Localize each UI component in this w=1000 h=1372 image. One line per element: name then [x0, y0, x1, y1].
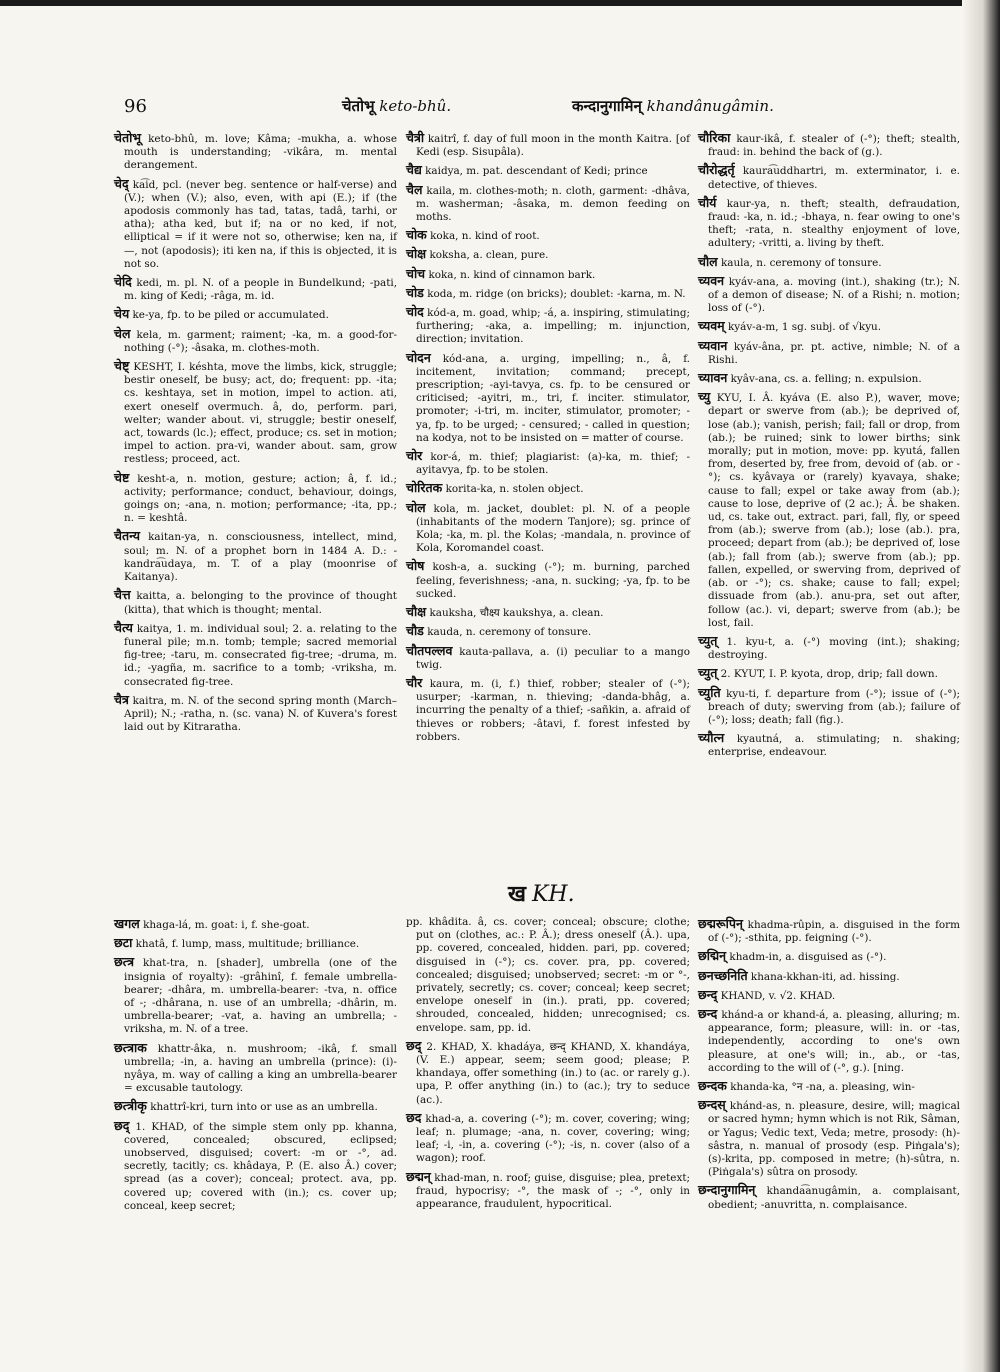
headword-devanagari: चोक्ष — [406, 246, 427, 262]
headword-devanagari: चैत्र — [114, 691, 129, 707]
entry-text: kaitta, a. belonging to the province of thought (kitta), that which is thought; mental. — [124, 590, 397, 616]
dictionary-entry — [698, 948, 960, 964]
entry-text: koka, n. kind of cinnamon bark. — [428, 268, 596, 281]
entry-text: kaila, m. clothes-moth; n. cloth, garment: -dhâva, m. washerman; -âsaka, m. demon feeding on moths. — [416, 184, 690, 224]
headword-devanagari: छटा — [114, 935, 133, 951]
dictionary-entry — [114, 1040, 397, 1096]
dictionary-entry — [114, 620, 397, 689]
entry-text: kaula, n. ceremony of tonsure. — [720, 256, 882, 269]
headword-devanagari: चैत्त — [114, 587, 131, 603]
headword-devanagari: च्यावन — [698, 370, 728, 386]
headword-devanagari: चेय — [114, 306, 130, 322]
entry-text: ka͡id, pcl. (never beg. sentence or half-verse) and (V.); when (V.); also, even, with api (E.); if (the apodosis commonly has tad, tatas, tadâ, tarhi, or atha); atha ked, but if; na or no ked, if not, elliptical = if it were not so, otherwise; ken na, if —, not (apodosis); iti ken na, if this is objected, it is not so. — [124, 178, 397, 270]
dictionary-entry — [698, 318, 960, 334]
entry-text: kyâv-ana, cs. a. felling; n. expulsion. — [730, 373, 922, 386]
dictionary-entry — [698, 730, 960, 759]
entry-text: keto-bhû, m. love; Kâma; -mukha, a. whose mouth is understanding; -vikâra, m. mental derangement. — [124, 133, 397, 172]
scan-right-edge — [962, 0, 1000, 1372]
entry-text: khad-man, n. roof; guise, disguise; plea, pretext; fraud, hypocrisy; -°, the mask of -; -°, only in appearance, fraudulent, hypocritical. — [416, 1171, 690, 1211]
dictionary-entry — [698, 273, 960, 316]
dictionary-entry — [406, 350, 690, 445]
dictionary-entry — [406, 130, 690, 159]
running-head-right-tr: khandânugâmin. — [646, 97, 774, 115]
dictionary-entry — [406, 246, 690, 262]
entry-text: kauta-pallava, a. (i) peculiar to a mango twig. — [416, 645, 690, 671]
entry-text: korita-ka, n. stolen object. — [445, 483, 584, 496]
column-4 — [114, 916, 397, 1216]
headword-devanagari: च्युत् — [698, 665, 718, 681]
dictionary-entry — [114, 470, 397, 526]
entry-text: khaga-lá, m. goat: i, f. she-goat. — [143, 919, 310, 931]
entry-text: khadma-rûpin, a. disguised in the form of (-°); -sthita, pp. feigning (-°). — [708, 919, 960, 945]
headword-devanagari: चैत्री — [406, 130, 425, 145]
headword-devanagari: चौरोद्धर्तृ — [698, 162, 735, 178]
dictionary-entry — [114, 916, 397, 932]
headword-devanagari: चौक्ष — [406, 604, 427, 620]
headword-devanagari: च्यु — [698, 389, 711, 405]
dictionary-entry — [406, 182, 690, 225]
entry-text: KESHT, I. késhta, move the limbs, kick, struggle; bestir oneself, be busy; act, do; frequent: pp. -ita; cs. keshtaya, set in motion, impel to action. ati, exert oneself overmuch. â, do, perform. pari, welter; wander about. vi, struggle; bestir oneself, act, towards (lc.); effect, produce; cs. set in motion; impel to action. pra-vi, wander about. sam, grow restless; proceed, act. — [124, 361, 397, 466]
entry-text: ke-ya, fp. to be piled or accumulated. — [132, 309, 329, 322]
entry-text: koda, m. ridge (on bricks); doublet: -karna, m. N. — [427, 287, 686, 300]
dictionary-entry — [114, 306, 397, 322]
entry-text: koka, n. kind of root. — [430, 230, 540, 243]
entry-text: khattr-âka, n. mushroom; -ikâ, f. small umbrella; -in, a. having an umbrella (prince): (i)-nyâya, m. way of calling a king an umbrella-bearer = excusable tautology. — [124, 1042, 397, 1095]
dictionary-entry — [114, 954, 397, 1036]
entry-text: 1. KHAD, of the simple stem only pp. khanna, covered, concealed; obscured, eclipsed; unobserved, disguised; covert: -m or -°, ad. secretly, tacitly; cs. khâdaya, P. (E. also Â.) cover; spread (as a cover); conceal; protect. ava, pp. covered up; covered with (in.); cs. cover up; conceal, keep secret; — [124, 1120, 398, 1212]
dictionary-entry — [698, 338, 960, 367]
entry-text: khana-kkhan-iti, ad. hissing. — [750, 970, 900, 983]
entry-text: KYU, I. Â. kyáva (E. also P.), waver, move; depart or swerve from (ab.); be deprived of, lose (ab.); vanish, perish; fail; fall or drop, from (ab.); be ruined; sink to lower births; sink morally; put in motion, move: pp. kyutá, fallen from, deserted by, free from, devoid of (ab. or -°); cs. kyâvaya or (rarely) kyavaya, shake; cause to fall; expel or take away from (ab.); cause to lose, deprive of (2 ac.); Â. be shaken. ud, cs. take out, extract. pari, fall, fly, or speed from (ab.); swerve from (ab.); lose (ab.). pra, proceed; depart from (ab.); be deprived of, lose (ab.); fall from (ab.); swerve from (ab.); pp. fallen, expelled, or swerving from, deprived of (ab. or -°); cs. shake; cause to fall; expel; dissuade from (ab.). anu-pra, set out after, follow (ac.). vi, depart; swerve from (ab.); be lost, fail. — [708, 392, 961, 629]
headword-devanagari: चोल — [406, 499, 426, 515]
entry-text: kaur-ikâ, f. stealer of (-°); theft; stealth, fraud: in. behind the back of (g.). — [708, 133, 961, 159]
dictionary-entry — [698, 633, 960, 662]
headword-devanagari: चौल — [698, 253, 718, 269]
dictionary-entry — [698, 665, 960, 681]
dictionary-entry — [114, 935, 397, 951]
section-heading-dev: ख — [508, 881, 526, 907]
dictionary-entry — [114, 130, 397, 173]
entry-text: koksha, a. clean, pure. — [429, 249, 549, 262]
dictionary-entry — [406, 266, 690, 282]
dictionary-entry — [114, 1098, 397, 1114]
headword-devanagari: चोच — [406, 265, 426, 281]
entry-text: kor-á, m. thief; plagiarist: (a)-ka, m. thief; -ayitavya, fp. to be stolen. — [416, 451, 690, 477]
dictionary-entry — [698, 370, 960, 386]
dictionary-entry — [114, 692, 397, 735]
dictionary-entry — [114, 326, 397, 355]
entry-text: kód-a, m. goad, whip; -á, a. inspiring, stimulating; furthering; -aka, a. impelling; m. injunction, direction; invitation. — [416, 307, 690, 346]
entry-text: kaitan-ya, n. consciousness, intellect, mind, soul; m. N. of a prophet born in 1484 A. D.: -kandra͡udaya, m. T. of a play (moonrise of Kaitanya). — [124, 531, 397, 584]
running-head-left — [342, 96, 451, 116]
headword-devanagari: छद्मरूपिन् — [698, 916, 743, 931]
entry-text: kaura, m. (i, f.) thief, robber; stealer of (-°); usurper; -karman, n. thieving; -danda-bhâg, a. incurring the penalty of a thief; -sañkin, a. afraid of thieves or robbers; -âtavi, f. forest infested by robbers. — [416, 677, 690, 743]
dictionary-entry — [698, 1097, 960, 1179]
entry-text: 2. KHAD, X. khadáya, छन्द् KHAND, X. khandáya, (V. E.) appear, seem; seem good; please; P. khandaya, offer something (in.) to (ac. or rarely g.). upa, P. offer anything (in.) to (ac.); try to seduce (ac.). — [416, 1040, 690, 1106]
column-2 — [406, 130, 690, 747]
entry-text: khad-a, a. covering (-°); m. cover, covering; wing; leaf; n. plumage; -ana, n. cover, covering; wing; leaf; -i, -in, a. covering (-°); -is, n. cover (also of a wagon); roof. — [416, 1112, 691, 1165]
scan-top-edge — [0, 0, 1000, 6]
dictionary-entry — [698, 389, 960, 630]
dictionary-entry — [406, 558, 690, 601]
entry-text: kód-ana, a. urging, impelling; n., â, f. incitement, invitation; command; precept, prescription; -ayi-tavya, cs. fp. to be censured or criticised; -ayitri, m., tri, f. inciter. stimulator, promoter; -i-tri, m. inciter, stimulator, promoter; -ya, fp. to be urged; - censured; - called in question; na kodya, not to be insisted on = matter of course. — [416, 352, 690, 444]
entry-text: kedi, m. pl. N. of a people in Bundelkund; -pati, m. king of Kedi; -râga, m. id. — [124, 277, 397, 303]
entry-text: kosh-a, a. sucking (-°); m. burning, parched feeling, feverishness; -ana, n. sucking; -ya, fp. to be sucked. — [416, 561, 690, 600]
headword-devanagari: च्यवान — [698, 337, 728, 353]
headword-devanagari: चौर — [406, 674, 423, 690]
entry-text: kesht-a, n. motion, gesture; action; â, f. id.; activity; performance; conduct, behaviour, doings, goings on; -ana, n. motion; performance; -ita, pp.; n. = keshtâ. — [124, 472, 397, 525]
entry-text: khánd-as, n. pleasure, desire, will; magical or sacred hymn; hymn which is not Rik, Sâman, or Yagus; Vedic text, Veda; metre, prosody: (h)-sâstra, n. manual of prosody (esp. Piṅgala's); (s)-krita, pp. composed in metre; (h)-sûtra, n. (Piṅgala's) sûtra on prosody. — [708, 1100, 960, 1179]
entry-text: khatâ, f. lump, mass, multitude; brilliance. — [135, 938, 360, 951]
dictionary-entry — [406, 675, 690, 744]
entry-text: kyu-ti, f. departure from (-°); issue of (-°); breach of duty; swerving from (ab.); failure of (-°); loss; death; fall (fig.). — [708, 687, 960, 726]
dictionary-entry — [406, 1110, 690, 1166]
dictionary-entry — [406, 643, 690, 672]
entry-text: khanda͡anugâmin, a. complaisant, obedient; -anuvritta, n. complaisance. — [708, 1185, 960, 1211]
headword-devanagari: चेद् — [114, 175, 129, 191]
headword-devanagari: छन्दक — [698, 1078, 727, 1094]
headword-devanagari: छत्त्र — [114, 954, 135, 970]
entry-text: kauda, n. ceremony of tonsure. — [427, 626, 592, 639]
dictionary-entry — [698, 916, 960, 945]
dictionary-entry — [698, 1078, 960, 1094]
dictionary-entry — [406, 162, 690, 178]
headword-devanagari: च्युति — [698, 684, 721, 700]
headword-devanagari: चेष्ट् — [114, 358, 130, 374]
headword-devanagari: छद्मन् — [406, 1168, 431, 1184]
headword-devanagari: चैल — [406, 181, 423, 197]
headword-devanagari: चैतन्य — [114, 528, 141, 544]
dictionary-entry — [114, 528, 397, 584]
dictionary-entry — [114, 587, 397, 616]
running-head-right — [572, 96, 774, 116]
dictionary-entry — [114, 176, 397, 271]
running-head-right-dev: कन्दानुगामिन् — [572, 97, 642, 115]
dictionary-entry — [698, 1006, 960, 1075]
headword-devanagari: चोष — [406, 558, 425, 574]
dictionary-entry — [406, 604, 690, 620]
entry-text: kyautná, a. stimulating; n. shaking; enterprise, endeavour. — [708, 733, 960, 759]
page-header — [124, 96, 958, 118]
headword-devanagari: छन्दस् — [698, 1097, 726, 1113]
headword-devanagari: छन्द् — [698, 986, 718, 1002]
headword-devanagari: च्यौत्न — [698, 730, 725, 746]
dictionary-entry — [114, 274, 397, 303]
entry-text: kyáv-âna, pr. pt. active, nimble; N. of a Rishi. — [708, 340, 960, 366]
headword-devanagari: छनच्छनिति — [698, 967, 748, 983]
dictionary-entry — [698, 254, 960, 270]
dictionary-entry — [698, 968, 960, 984]
entry-text: khadm-in, a. disguised as (-°). — [729, 951, 887, 964]
headword-devanagari: च्यवन — [698, 272, 725, 288]
entry-text: kauksha, चौक्ष्य kaukshya, a. clean. — [429, 607, 604, 620]
running-head-left-dev: चेतोभू — [342, 97, 375, 115]
dictionary-entry — [114, 358, 397, 467]
headword-devanagari: चेल — [114, 325, 131, 341]
entry-text: kyáv-a-m, 1 sg. subj. of √kyu. — [727, 321, 882, 334]
entry-text: khattrî-kri, turn into or use as an umbrella. — [150, 1101, 378, 1114]
dictionary-entry — [406, 623, 690, 639]
headword-devanagari: चौतपल्लव — [406, 642, 453, 658]
dictionary-entry — [406, 480, 690, 496]
headword-devanagari: चोक — [406, 227, 427, 243]
entry-text: khánd-a or khand-á, a. pleasing, alluring; m. appearance, form; pleasure, will: in. or -tas, independently, according to one's own pleasure, at one's will; in., ab., or -tas, according to the will of (-°, g.). [ning. — [708, 1009, 961, 1074]
entry-text: kaitrî, f. day of full moon in the month Kaitra. [of Kedi (esp. Sisupâla). — [416, 133, 690, 159]
headword-devanagari: छद्मिन् — [698, 948, 727, 964]
dictionary-entry — [698, 1182, 960, 1211]
dictionary-entry — [698, 130, 960, 159]
entry-text: kyáv-ana, a. moving (int.), shaking (tr.); N. of a demon of disease; N. of a Rishi; n. motion; loss of (-°). — [708, 275, 960, 315]
dictionary-entry — [406, 448, 690, 477]
headword-devanagari: चौड — [406, 623, 424, 639]
dictionary-entry — [698, 195, 960, 251]
column-6 — [698, 916, 960, 1215]
headword-devanagari: छद् — [406, 1037, 422, 1053]
column-3 — [698, 130, 960, 763]
headword-devanagari: चेतोभू — [114, 130, 142, 145]
entry-text: kaidya, m. pat. descendant of Kedi; prince — [425, 165, 648, 178]
running-head-left-tr: keto-bhû. — [379, 97, 452, 115]
headword-devanagari: चेष्ट — [114, 469, 130, 485]
entry-text: kaitra, m. N. of the second spring month (March–April); N.; -ratha, n. (sc. vana) N. of Kuvera's forest laid out by Kitraratha. — [124, 694, 397, 734]
entry-text: KHAND, v. √2. KHAD. — [720, 989, 836, 1002]
dictionary-entry — [406, 304, 690, 347]
entry-text: kaur-ya, n. theft; stealth, defraudation, fraud: -ka, n. id.; -bhaya, n. fear owing to one's theft; -rata, n. stealthy enjoyment of love, adultery; -vritti, a. living by theft. — [708, 197, 960, 250]
headword-devanagari: चौर्य — [698, 194, 717, 210]
headword-devanagari: चेदि — [114, 274, 132, 290]
headword-devanagari: च्यवम् — [698, 318, 725, 334]
headword-devanagari: चोरितक — [406, 480, 443, 496]
headword-devanagari: चोद — [406, 304, 424, 320]
entry-text: kela, m. garment; raiment; -ka, m. a good-for-nothing (-°); -âsaka, m. clothes-moth. — [124, 328, 397, 354]
dictionary-entry — [698, 162, 960, 191]
headword-devanagari: छत्त्रीकृ — [114, 1098, 147, 1114]
entry-text: pp. khâdita. â, cs. cover; conceal; obscure; clothe; put on (clothes, ac.: P. Â.); dress oneself (Â.). upa, pp. covered, concealed, hidden. pari, pp. covered; disguised in (-°); cs. cover. pra, pp. covered; concealed; disguised; unobserved; secret: -m or °-, privately, secretly; cs. cover; conceal; keep secret; envelope oneself in (in.). prati, pp. covered; shrouded, concealed, hidden; unrecognised; cs. envelope. sam, pp. id. — [406, 916, 690, 1034]
headword-devanagari: चैद्य — [406, 162, 422, 178]
entry-text: kaitya, 1. m. individual soul; 2. a. relating to the funeral pile; m.n. tomb; temple; sacred memorial fig-tree; -taru, m. consecrated fig-tree; -druma, m. id.; -yagña, m. sacrifice to a tomb; -vriksha, m. consecrated fig-tree. — [124, 622, 397, 688]
section-heading-tr: KH. — [532, 882, 575, 907]
headword-devanagari: चोर — [406, 448, 423, 464]
page-number: 96 — [124, 96, 147, 117]
entry-text: 2. KYUT, I. P. kyota, drop, drip; fall down. — [720, 668, 938, 681]
dictionary-entry — [406, 285, 690, 301]
dictionary-entry — [114, 1118, 397, 1213]
headword-devanagari: छद — [406, 1109, 422, 1125]
entry-text: khanda-ka, °न -na, a. pleasing, win- — [730, 1081, 915, 1094]
headword-devanagari: चौरिका — [698, 130, 731, 145]
headword-devanagari: छन्द — [698, 1006, 718, 1022]
entry-text: kola, m. jacket, doublet: pl. N. of a people (inhabitants of the modern Tanjore); sg. prince of Kola; -ka, m. pl. the Kolas; -mandala, n. province of Kola, Koromandel coast. — [416, 502, 690, 555]
headword-devanagari: चोदन — [406, 349, 431, 365]
headword-devanagari: च्युत् — [698, 632, 718, 648]
headword-devanagari: चैत्य — [114, 619, 133, 635]
dictionary-entry — [406, 227, 690, 243]
dictionary-entry — [406, 1038, 690, 1107]
headword-devanagari: खगल — [114, 916, 140, 931]
entry-text: khat-tra, n. [shader], umbrella (one of the insignia of royalty): -grâhinî, f. female umbrella-bearer; -dhâra, m. umbrella-bearer: -tva, n. office of -; -dhârana, n. use of an umbrella; -dhârin, m. umbrella-bearer; -vat, a. having an umbrella; -vriksha, m. N. of a tree. — [124, 957, 397, 1036]
dictionary-entry — [406, 1169, 690, 1212]
headword-devanagari: छत्त्राक — [114, 1039, 147, 1055]
section-heading — [508, 878, 628, 908]
headword-devanagari: छन्दानुगामिन् — [698, 1182, 756, 1198]
dictionary-entry — [406, 916, 690, 1035]
entry-text: 1. kyu-t, a. (-°) moving (int.); shaking; destroying. — [708, 635, 960, 662]
headword-devanagari: छद् — [114, 1117, 130, 1133]
dictionary-entry — [698, 987, 960, 1003]
dictionary-entry — [406, 500, 690, 556]
column-1 — [114, 130, 397, 737]
dictionary-entry — [698, 685, 960, 728]
entry-text: kaura͡uddhartri, m. exterminator, i. e. detective, of thieves. — [708, 165, 960, 191]
headword-devanagari: चोड — [406, 284, 424, 300]
column-5 — [406, 916, 690, 1214]
